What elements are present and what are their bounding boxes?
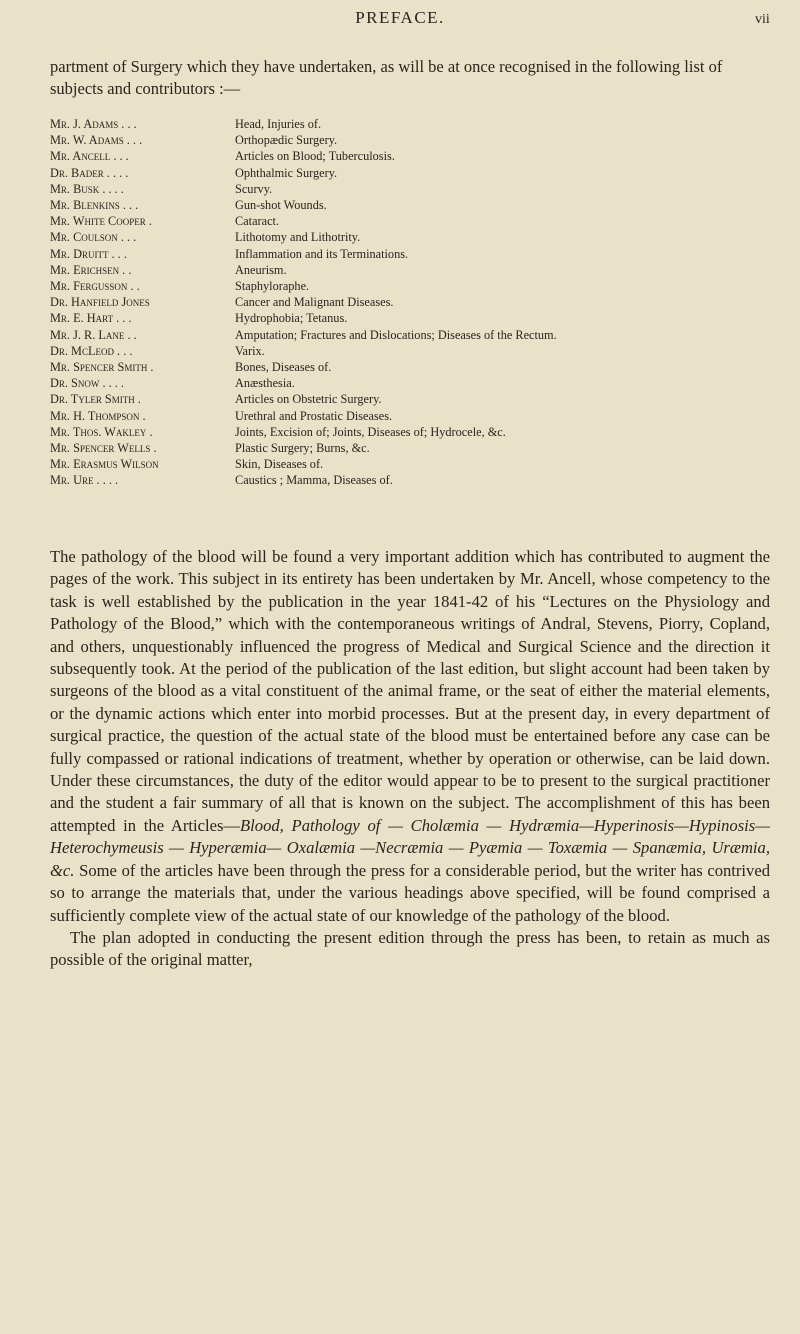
contributor-name: Mr. J. R. Lane . . [50, 327, 137, 342]
contributor-name: Mr. Ancell . . . [50, 149, 129, 164]
contributor-subjects: Staphyloraphe. [235, 279, 310, 294]
contributor-subjects: Gun-shot Wounds. [235, 198, 327, 213]
contributor-name: Dr. Bader . . . . [50, 165, 129, 180]
contributor-name: Mr. Busk . . . . [50, 181, 124, 196]
contributor-name: Dr. Snow . . . . [50, 376, 124, 391]
contributor-name: Mr. W. Adams . . . [50, 133, 143, 148]
contributor-row [50, 132, 770, 148]
contributor-row [50, 262, 770, 278]
paragraph-text-end: Some of the articles have been through the press for a considerable period, but the writer has contrived so to arrange the materials that, under the various headings above specified, will be found comprised a sufficiently complete view of the actual state of our knowledge of the pathology of the blood. [50, 860, 770, 925]
contributor-name: Mr. Ure . . . . [50, 473, 119, 488]
contributor-subjects: Inflammation and its Terminations. [235, 246, 409, 261]
page-number: vii [755, 12, 770, 27]
contributor-name: Mr. Spencer Smith . [50, 360, 154, 375]
paragraph-text: The pathology of the blood will be found a very important addition which has contributed to augment the pages of the work. This subject in its entirety has been undertaken by Mr. Ancell, whose competency to the task is well established by the publication in the year 1841-42 of his “Lectures on the Physiology and Pathology of the Blood,” which with the contemporaneous writings of Andral, Stevens, Piorry, Copland, and others, unquestionably influenced the progress of Medical and Surgical Science and the direction it subsequently took. At the period of the publication of the last edition, but slight account had been taken by surgeons of the blood as a vital constituent of the animal frame, or the seat of either the material elements, or the dynamic actions which enter into morbid processes. But at the present day, in every department of surgical practice, the question of the actual state of the blood must be entertained before any case can be fully compassed or rational indications of treatment, whether by operation or otherwise, can be laid down. Under these circumstances, the duty of the editor would appear to be to present to the surgical practitioner and the student a fair summary of all that is known on the subject. The accomplishment of this has been attempted in the Articles— [50, 547, 770, 835]
contributor-row [50, 343, 770, 359]
contributor-subjects: Urethral and Prostatic Diseases. [235, 408, 393, 423]
contributor-subjects: Scurvy. [235, 181, 273, 196]
contributor-subjects: Articles on Blood; Tuberculosis. [235, 149, 395, 164]
contributor-row [50, 229, 770, 245]
contributor-row [50, 310, 770, 326]
running-head: PREFACE. [355, 8, 445, 27]
contributor-subjects: Caustics ; Mamma, Diseases of. [235, 473, 393, 488]
contributor-name: Mr. Spencer Wells . [50, 441, 157, 456]
contributor-row [50, 456, 770, 472]
contributor-row [50, 165, 770, 181]
contributor-subjects: Lithotomy and Lithotrity. [235, 230, 361, 245]
contributor-subjects: Cataract. [235, 214, 280, 229]
contributor-row [50, 359, 770, 375]
contributor-row [50, 294, 770, 310]
contributor-name: Mr. Blenkins . . . [50, 198, 139, 213]
contributor-subjects: Orthopædic Surgery. [235, 133, 338, 148]
contributor-row [50, 246, 770, 262]
contributor-row [50, 424, 770, 440]
contributor-row [50, 148, 770, 164]
contributor-name: Mr. J. Adams . . . [50, 117, 137, 131]
contributor-row [50, 375, 770, 391]
contributor-subjects: Skin, Diseases of. [235, 457, 324, 472]
contributor-row [50, 181, 770, 197]
contributor-subjects: Plastic Surgery; Burns, &c. [235, 441, 370, 456]
contributor-row [50, 197, 770, 213]
contributor-subjects: Head, Injuries of. [235, 117, 322, 131]
contributor-row [50, 391, 770, 407]
contributor-name: Mr. Erasmus Wilson [50, 457, 159, 472]
contributor-name: Mr. White Cooper . [50, 214, 152, 229]
contributor-row [50, 278, 770, 294]
contributor-subjects: Cancer and Malignant Diseases. [235, 295, 394, 310]
contributors-list [50, 116, 770, 489]
contributor-subjects: Hydrophobia; Tetanus. [235, 311, 348, 326]
article-titles: Blood, Pathology of — Cholæmia — Hydræmia—Hyperinosis—Hypinosis—Heterochymeusis — Hyperæmia— Oxalæmia —Necræmia — Pyæmia — Toxæmia — Spanæmia, Uræmia, &c. [50, 815, 770, 880]
contributor-row [50, 327, 770, 343]
contributor-row [50, 440, 770, 456]
contributor-name: Mr. Druitt . . . [50, 246, 127, 261]
paragraph-plan: The plan adopted in conducting the present edition through the press has been, to retain as much as possible of the original matter, [50, 927, 770, 970]
contributor-name: Mr. Thos. Wakley . [50, 424, 153, 439]
contributor-subjects: Amputation; Fractures and Dislocations; Diseases of the Rectum. [235, 327, 557, 342]
contributor-name: Mr. Coulson . . . [50, 230, 137, 245]
contributor-row [50, 213, 770, 229]
contributor-row [50, 408, 770, 424]
contributor-name: Mr. Erichsen . . [50, 262, 132, 277]
contributor-subjects: Anæsthesia. [235, 376, 295, 391]
paragraph-blood-pathology [50, 546, 770, 927]
contributor-name: Mr. E. Hart . . . [50, 311, 132, 326]
body-text [50, 546, 770, 972]
contributor-name: Dr. Tyler Smith . [50, 392, 141, 407]
contributor-row [50, 116, 770, 132]
contributor-name: Mr. Fergusson . . [50, 279, 140, 294]
contributor-subjects: Articles on Obstetric Surgery. [235, 392, 382, 407]
intro-paragraph: partment of Surgery which they have undertaken, as will be at once recognised in the following list of subjects and contributors :— [50, 57, 723, 98]
contributor-name: Mr. H. Thompson . [50, 408, 146, 423]
contributor-row [50, 472, 770, 488]
contributor-name: Dr. McLeod . . . [50, 343, 133, 358]
contributor-subjects: Ophthalmic Surgery. [235, 165, 338, 180]
contributor-subjects: Aneurism. [235, 262, 287, 277]
contributor-name: Dr. Hanfield Jones [50, 295, 150, 310]
contributor-subjects: Bones, Diseases of. [235, 360, 332, 375]
contributor-subjects: Joints, Excision of; Joints, Diseases of; Hydrocele, &c. [235, 424, 506, 439]
contributor-subjects: Varix. [235, 343, 265, 358]
